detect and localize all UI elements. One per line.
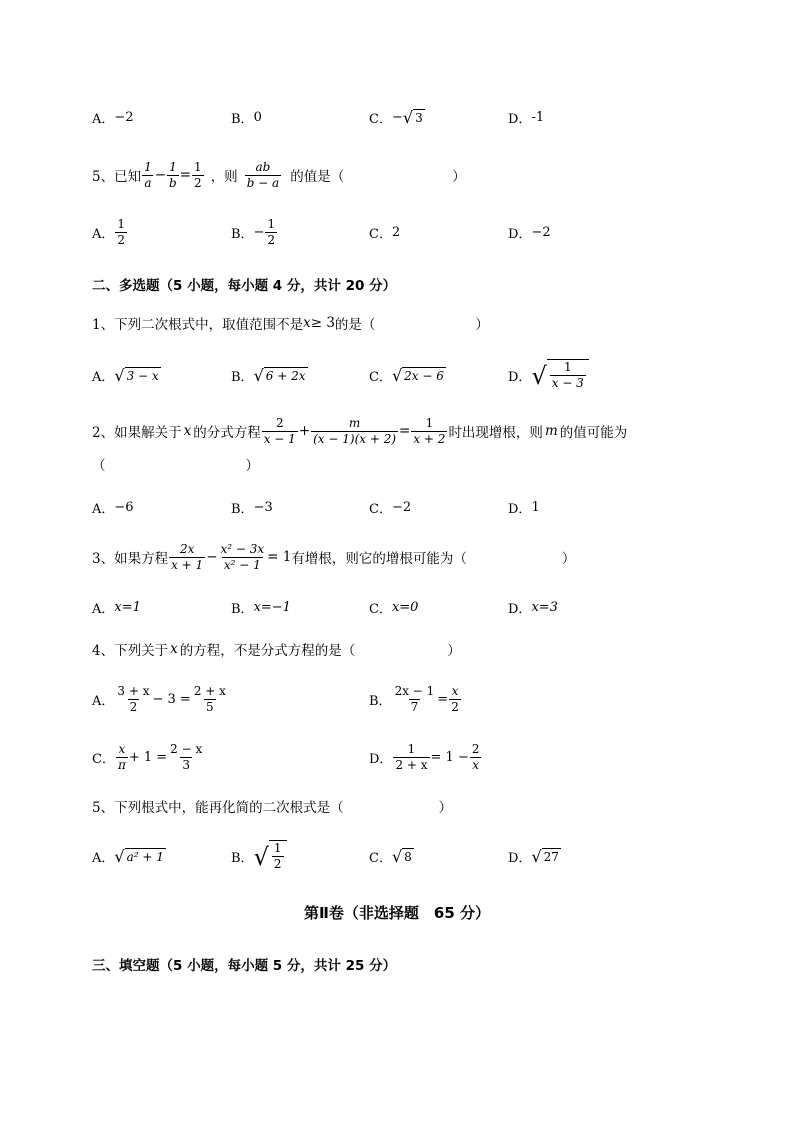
- question-m5: 5、下列根式中，能再化简的二次根式是（ ）: [92, 800, 453, 816]
- option-a[interactable]: A． $\frac{1}{2}$: [92, 216, 126, 247]
- option-d[interactable]: D． −2: [508, 224, 551, 242]
- question-m2-options: [92, 487, 732, 527]
- prev-question-options: [92, 97, 732, 137]
- option-d[interactable]: D． 1: [508, 499, 540, 517]
- option-b[interactable]: B． 0: [231, 109, 262, 127]
- question-m2-paren: （ ）: [92, 458, 259, 474]
- option-a[interactable]: A． −2: [92, 109, 134, 127]
- question-m4-options-cd: [92, 737, 732, 777]
- question-m2: 2、如果解关于 x 的分式方程 $\frac{2}{x - 1}$ + $\frac{m}{(x - 1)(x + 2)}$ = $\frac{1}{x + 2}$ 时出现增根，则 m 的值可能为: [92, 415, 628, 446]
- fraction: $\frac{1}{b}$: [169, 159, 177, 190]
- sqrt-expression: √ 3: [402, 107, 423, 127]
- option-c[interactable]: C． $\frac{x}{\pi}$ + 1 = $\frac{2 - x}{3}$: [92, 741, 203, 772]
- question-m3: 3、如果方程 $\frac{2x}{x + 1}$ − $\frac{\text{x² − 3x}}{\text{x² − 1}}$ = 1 有增根，则它的增根可能为（ ）: [92, 541, 576, 572]
- question-5-single: 5、已知 $\frac{1}{a}$ − $\frac{1}{b}$ = $\frac{1}{2}$ ，则 $\frac{ab}{b - a}$ 的值是（ ）: [92, 159, 466, 190]
- option-c[interactable]: C． √ 2x − 6: [369, 365, 444, 385]
- fraction: $\frac{ab}{b - a}$: [246, 159, 280, 190]
- option-d[interactable]: D． √ $\frac{1}{x - 3}$: [508, 355, 589, 395]
- option-d[interactable]: D． √ 27: [508, 846, 559, 866]
- fraction: $\frac{1}{a}$: [144, 159, 152, 190]
- question-m3-options: [92, 587, 732, 627]
- section-title: 二、多选题（5 小题，每小题 4 分，共计 20 分）: [92, 278, 397, 294]
- option-d[interactable]: D． x=3: [508, 599, 558, 617]
- option-c[interactable]: C． √ 8: [369, 846, 412, 866]
- option-c[interactable]: C． − √ 3: [369, 107, 423, 127]
- option-a[interactable]: A． −6: [92, 499, 134, 517]
- option-b[interactable]: B． √ $\frac{1}{2}$: [231, 836, 287, 876]
- option-c[interactable]: C． x=0: [369, 599, 419, 617]
- part-title: 第Ⅱ卷（非选择题 65 分）: [304, 904, 490, 922]
- option-b[interactable]: B． − $\frac{1}{2}$: [231, 216, 276, 247]
- section-title: 三、填空题（5 小题，每小题 5 分，共计 25 分）: [92, 958, 397, 974]
- option-b[interactable]: B． −3: [231, 499, 273, 517]
- option-d[interactable]: D． -1: [508, 109, 545, 127]
- option-c[interactable]: C． −2: [369, 499, 412, 517]
- option-b[interactable]: B． x=−1: [231, 599, 291, 617]
- question-m5-options: [92, 836, 732, 876]
- option-d[interactable]: D． $\frac{1}{2 + x}$ = 1 − $\frac{2}{x}$: [369, 741, 480, 772]
- option-a[interactable]: A． √ 3 − x: [92, 365, 159, 385]
- question-m4-options-ab: [92, 679, 732, 719]
- option-b[interactable]: B． $\frac{2x - 1}{7}$ = $\frac{x}{2}$: [369, 683, 459, 714]
- question-m1-options: [92, 355, 732, 395]
- question-m1: 1、下列二次根式中，取值范围不是 x ≥ 3 的是（ ）: [92, 315, 489, 333]
- option-a[interactable]: A． x=1: [92, 599, 141, 617]
- question-m4: 4、下列关于 x 的方程，不是分式方程的是（ ）: [92, 641, 461, 659]
- fraction: $\frac{1}{2}$: [194, 159, 202, 190]
- option-a[interactable]: A． $\frac{3 + x}{2}$ − 3 = $\frac{2 + x}{5}$: [92, 683, 226, 714]
- option-a[interactable]: A． √ a² + 1: [92, 846, 164, 866]
- option-b[interactable]: B． √ 6 + 2x: [231, 365, 306, 385]
- option-c[interactable]: C． 2: [369, 224, 401, 242]
- question-5-options: [92, 212, 732, 252]
